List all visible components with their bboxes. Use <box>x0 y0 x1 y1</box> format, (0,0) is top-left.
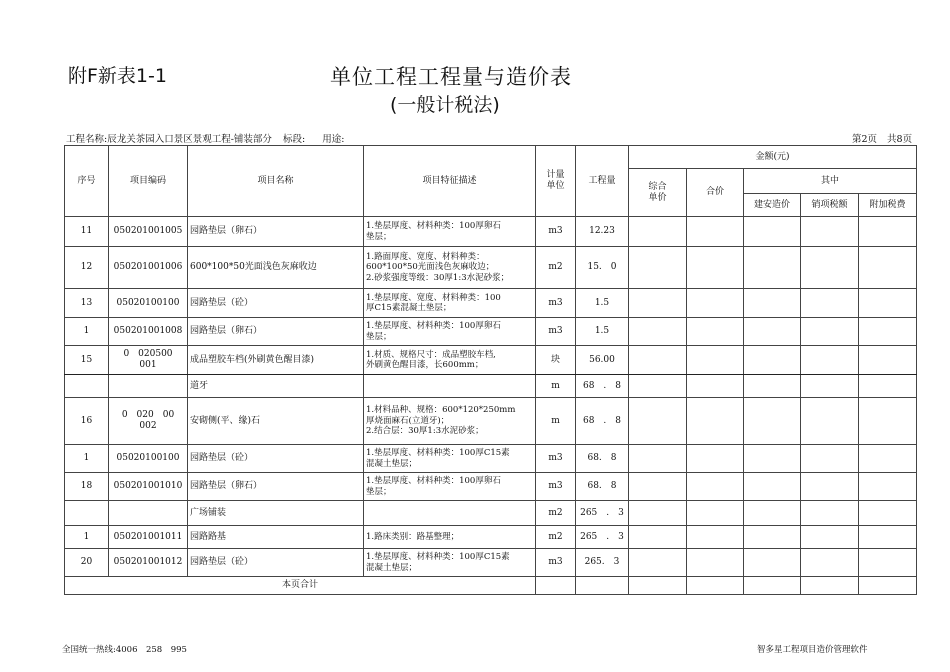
row-construction <box>744 375 801 398</box>
row-construction <box>744 346 801 375</box>
table-row <box>65 473 917 501</box>
row-seq: 13 <box>65 289 109 318</box>
row-unit-price <box>629 501 687 526</box>
table-row <box>65 247 917 289</box>
row-construction <box>744 501 801 526</box>
row-code <box>109 501 188 526</box>
row-qty: 265. 3 <box>576 549 629 577</box>
col-qty: 工程量 <box>576 146 629 217</box>
row-desc: 1.垫层厚度、材料种类：100厚卵石 垫层； <box>364 318 536 346</box>
row-surtax <box>859 247 917 289</box>
row-code: 050201001005 <box>109 217 188 247</box>
row-desc: 1.垫层厚度、材料种类：100厚C15素 混凝土垫层； <box>364 445 536 473</box>
table-row <box>65 445 917 473</box>
row-total <box>687 445 744 473</box>
row-total <box>687 549 744 577</box>
row-code: 050201001006 <box>109 247 188 289</box>
col-name: 项目名称 <box>188 146 364 217</box>
col-vat: 销项税额 <box>801 194 859 217</box>
row-seq: 1 <box>65 445 109 473</box>
row-desc: 1.路床类别：路基整理； <box>364 526 536 549</box>
row-vat <box>801 217 859 247</box>
row-unit: m2 <box>536 526 576 549</box>
row-surtax <box>859 318 917 346</box>
row-unit-price <box>629 445 687 473</box>
row-name: 园路垫层（卵石） <box>188 318 364 346</box>
table-row <box>65 549 917 577</box>
table-row <box>65 217 917 247</box>
table-row <box>65 318 917 346</box>
project-info <box>66 131 344 145</box>
row-vat <box>801 247 859 289</box>
row-surtax <box>859 501 917 526</box>
table-row <box>65 289 917 318</box>
row-construction <box>744 247 801 289</box>
project-name: 工程名称:辰龙关茶园入口景区景观工程-铺装部分 <box>66 134 272 145</box>
col-unit-price: 综合 单价 <box>629 169 687 217</box>
row-seq <box>65 375 109 398</box>
subtotal-label: 本页合计 <box>65 577 536 595</box>
row-qty: 15. 0 <box>576 247 629 289</box>
usage-label: 用途: <box>322 134 345 145</box>
row-seq: 20 <box>65 549 109 577</box>
row-name: 园路垫层（砼） <box>188 549 364 577</box>
row-vat <box>801 549 859 577</box>
row-unit: m2 <box>536 501 576 526</box>
row-qty: 1.5 <box>576 289 629 318</box>
form-number: 附F新表1-1 <box>68 65 167 87</box>
row-qty: 68 . 8 <box>576 398 629 445</box>
row-unit-price <box>629 398 687 445</box>
row-unit-price <box>629 375 687 398</box>
row-qty: 68 . 8 <box>576 375 629 398</box>
software-name: 智多星工程项目造价管理软件 <box>757 645 868 655</box>
subtotal-cell <box>576 577 629 595</box>
row-total <box>687 375 744 398</box>
row-seq: 1 <box>65 318 109 346</box>
subtotal-cell <box>629 577 687 595</box>
row-desc <box>364 375 536 398</box>
row-qty: 68. 8 <box>576 473 629 501</box>
row-seq: 16 <box>65 398 109 445</box>
col-code: 项目编码 <box>109 146 188 217</box>
row-code: 0 020 00 002 <box>109 398 188 445</box>
row-total <box>687 398 744 445</box>
table-row <box>65 346 917 375</box>
row-construction <box>744 318 801 346</box>
row-surtax <box>859 549 917 577</box>
row-unit: m3 <box>536 549 576 577</box>
row-code: 050201001012 <box>109 549 188 577</box>
row-total <box>687 289 744 318</box>
table-row <box>65 501 917 526</box>
row-unit: m3 <box>536 473 576 501</box>
col-unit: 计量 单位 <box>536 146 576 217</box>
row-code: 050201001010 <box>109 473 188 501</box>
row-construction <box>744 549 801 577</box>
col-seq: 序号 <box>65 146 109 217</box>
col-surtax: 附加税费 <box>859 194 917 217</box>
row-construction <box>744 445 801 473</box>
row-name: 园路垫层（砼） <box>188 445 364 473</box>
row-vat <box>801 289 859 318</box>
subtotal-cell <box>801 577 859 595</box>
row-seq: 15 <box>65 346 109 375</box>
row-unit: m3 <box>536 318 576 346</box>
col-desc: 项目特征描述 <box>364 146 536 217</box>
section-label: 标段: <box>282 134 306 145</box>
row-total <box>687 501 744 526</box>
subtotal-cell <box>859 577 917 595</box>
row-name: 园路路基 <box>188 526 364 549</box>
row-surtax <box>859 398 917 445</box>
subtotal-cell <box>687 577 744 595</box>
row-vat <box>801 318 859 346</box>
row-vat <box>801 398 859 445</box>
row-name: 园路垫层（卵石） <box>188 217 364 247</box>
row-surtax <box>859 473 917 501</box>
row-seq: 18 <box>65 473 109 501</box>
row-unit-price <box>629 318 687 346</box>
row-unit-price <box>629 473 687 501</box>
row-code: 05020100100 <box>109 289 188 318</box>
row-unit: m2 <box>536 247 576 289</box>
row-desc <box>364 501 536 526</box>
row-code: 050201001011 <box>109 526 188 549</box>
subtotal-row <box>65 577 917 595</box>
row-surtax <box>859 375 917 398</box>
row-construction <box>744 289 801 318</box>
row-vat <box>801 526 859 549</box>
table-row <box>65 398 917 445</box>
row-name: 园路垫层（卵石） <box>188 473 364 501</box>
row-seq: 1 <box>65 526 109 549</box>
row-code: 050201001008 <box>109 318 188 346</box>
row-total <box>687 346 744 375</box>
row-seq: 12 <box>65 247 109 289</box>
row-unit-price <box>629 289 687 318</box>
col-amount: 金额(元) <box>629 146 917 169</box>
page-indicator <box>852 131 912 145</box>
row-qty: 68. 8 <box>576 445 629 473</box>
row-total <box>687 247 744 289</box>
row-code: 0 020500 001 <box>109 346 188 375</box>
row-qty: 1.5 <box>576 318 629 346</box>
row-desc: 1.垫层厚度、材料种类：100厚卵石 垫层； <box>364 217 536 247</box>
row-unit: m <box>536 398 576 445</box>
row-name: 广场铺装 <box>188 501 364 526</box>
row-desc: 1.垫层厚度、材料种类：100厚卵石 垫层； <box>364 473 536 501</box>
row-desc: 1.垫层厚度、材料种类：100厚C15素 混凝土垫层； <box>364 549 536 577</box>
subtotal-cell <box>536 577 576 595</box>
row-surtax <box>859 445 917 473</box>
row-construction <box>744 473 801 501</box>
row-qty: 12.23 <box>576 217 629 247</box>
row-name: 600*100*50光面浅色灰麻收边 <box>188 247 364 289</box>
quantity-cost-table <box>64 145 917 595</box>
row-unit-price <box>629 549 687 577</box>
row-qty: 265 . 3 <box>576 526 629 549</box>
row-surtax <box>859 217 917 247</box>
row-vat <box>801 375 859 398</box>
row-qty: 56.00 <box>576 346 629 375</box>
row-name: 安砌侧(平、缘)石 <box>188 398 364 445</box>
row-desc: 1.材料品种、规格：600*120*250mm 厚烧面麻石(立道牙)； 2.结合层：30厚1:3水泥砂浆； <box>364 398 536 445</box>
table-row <box>65 526 917 549</box>
row-unit: m <box>536 375 576 398</box>
row-desc: 1.材质、规格尺寸：成品塑胶车档, 外刷黄色醒目漆，长600mm； <box>364 346 536 375</box>
row-desc: 1.路面厚度、宽度、材料种类： 600*100*50光面浅色灰麻收边； 2.砂浆强度等级：30厚1:3水泥砂浆； <box>364 247 536 289</box>
row-vat <box>801 346 859 375</box>
row-surtax <box>859 526 917 549</box>
row-unit-price <box>629 346 687 375</box>
row-unit: 块 <box>536 346 576 375</box>
row-unit-price <box>629 526 687 549</box>
subtotal-cell <box>744 577 801 595</box>
row-construction <box>744 398 801 445</box>
row-unit-price <box>629 217 687 247</box>
row-total <box>687 217 744 247</box>
row-vat <box>801 473 859 501</box>
row-construction <box>744 526 801 549</box>
row-unit: m3 <box>536 217 576 247</box>
row-name: 道牙 <box>188 375 364 398</box>
row-name: 成品塑胶车档(外刷黄色醒目漆) <box>188 346 364 375</box>
row-total <box>687 318 744 346</box>
row-desc: 1.垫层厚度、宽度、材料种类：100 厚C15素混凝土垫层； <box>364 289 536 318</box>
row-surtax <box>859 346 917 375</box>
row-name: 园路垫层（砼） <box>188 289 364 318</box>
row-code: 05020100100 <box>109 445 188 473</box>
col-total: 合价 <box>687 169 744 217</box>
page-total: 共8页 <box>887 134 913 145</box>
row-unit: m3 <box>536 445 576 473</box>
row-qty: 265 . 3 <box>576 501 629 526</box>
col-construction: 建安造价 <box>744 194 801 217</box>
row-surtax <box>859 289 917 318</box>
row-total <box>687 526 744 549</box>
table-row <box>65 375 917 398</box>
page-subtitle: (一般计税法) <box>390 94 500 116</box>
row-unit-price <box>629 247 687 289</box>
row-seq <box>65 501 109 526</box>
row-unit: m3 <box>536 289 576 318</box>
row-vat <box>801 501 859 526</box>
row-vat <box>801 445 859 473</box>
row-total <box>687 473 744 501</box>
row-code <box>109 375 188 398</box>
row-seq: 11 <box>65 217 109 247</box>
row-construction <box>744 217 801 247</box>
col-of-which: 其中 <box>744 169 917 194</box>
page-title: 单位工程工程量与造价表 <box>330 65 572 89</box>
hotline: 全国统一热线:4006 258 995 <box>62 645 187 655</box>
page-current: 第2页 <box>852 134 878 145</box>
